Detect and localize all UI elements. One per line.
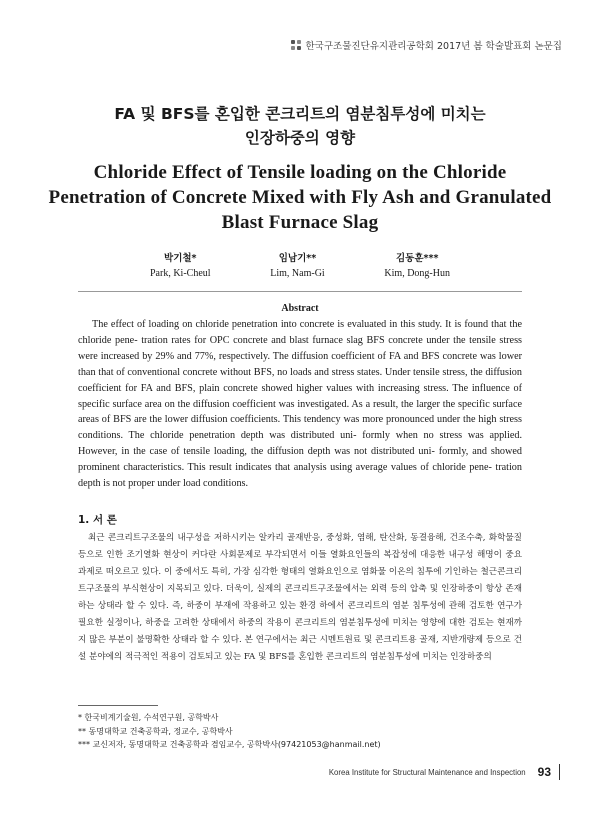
footnote-divider	[78, 705, 158, 706]
section-heading: 1. 서 론	[78, 514, 117, 526]
korean-title-line: FA 및 BFS를 혼입한 콘크리트의 염분침투성에 미치는	[114, 105, 486, 123]
korean-title-line: 인장하중의 영향	[244, 129, 356, 147]
page-number: 93	[537, 765, 551, 779]
english-title-line: Chloride Effect of Tensile loading on the Chloride	[93, 162, 507, 183]
footnote: * 한국비계기술원, 수석연구원, 공학박사	[78, 713, 219, 722]
author-korean-name: 박기철*	[164, 253, 197, 264]
author-list	[150, 250, 450, 279]
footnotes	[78, 711, 522, 752]
author-korean-name: 임남기**	[278, 253, 317, 264]
author	[384, 250, 450, 279]
footnote: ** 동명대학교 건축공학과, 정교수, 공학박사	[78, 726, 233, 736]
english-title-line: Blast Furnace Slag	[221, 212, 379, 233]
abstract-text: The effect of loading on chloride penetration into concrete is evaluated in this study. It is found that the chloride pene- tration rates for OPC concrete and blast furnace slag BFS concrete under the tensile stress were increased by 29% and 77%, respectively. The diffusion coefficient of FA and BFS concrete was lower than that of conventional concrete without BFS, no loads and stress states. Under tensile stress, the diffusion coefficient for FA and BFS, plain concrete showed higher values with increasing stress. The influence of specific surface area on the diffusion coefficient was investigated. As a result, the larger the specific surface areas of BFS are the lower diffusion coefficients. This tendency was more pronounced under the high stress conditions. The chloride penetration depth was distributed uni- formly when no stress was applied. However, in the case of tensile loading, the diffusion depth was not distributed uni- formly, and showed prominent characteristics. This result indicates that analysis using average values of chloride pene- tration depth is not proper under load conditions.	[78, 319, 522, 490]
journal-header	[291, 38, 562, 52]
journal-name: 한국구조물진단유지관리공학회 2017년 봄 학술발표회 논문집	[305, 41, 562, 52]
divider	[78, 291, 522, 292]
abstract-heading: Abstract	[281, 303, 319, 314]
institute-name: Korea Institute for Structural Maintenance and Inspection	[328, 767, 526, 777]
author-english-name: Lim, Nam-Gi	[270, 268, 325, 279]
english-title-line: Penetration of Concrete Mixed with Fly Ash and Granulated	[48, 187, 552, 208]
author	[150, 250, 211, 279]
english-title	[0, 160, 600, 235]
footer-bar	[559, 764, 560, 780]
footnote: *** 교신저자, 동명대학교 건축공학과 겸임교수, 공학박사(97421053@hanmail.net)	[78, 740, 381, 749]
author	[270, 250, 324, 279]
page-footer	[329, 764, 560, 780]
journal-logo-icon	[291, 40, 302, 51]
author-english-name: Park, Ki-Cheul	[150, 268, 211, 279]
introduction-text: 최근 콘크리트구조물의 내구성을 저하시키는 알카리 골재반응, 중성화, 염해, 탄산화, 동결융해, 건조수축, 화학물질 등으로 인한 조기열화 현상이 커다란 사회문제로 부각되면서 이들 열화요인들의 복잡성에 대응한 내구성 해명이 중요 과제로 떠오르고 있다. 이 중에서도 특히, 가장 심각한 형태의 열화요인으로 염화물 이온의 침투에 기인하는 철근콘크리트구조물의 부식현상이 지목되고 있다. 더욱이, 실제의 콘크리트구조물에서는 외력 등의 압축 및 인장하중이 항상 존재하는 상태라 할 수 있다. 즉, 하중이 부재에 작용하고 있는 환경 하에서 콘크리트의 염분 침투성에 관해 검토한 연구가 필요한 실정이나, 하중을 고려한 상태에서 하중의 작용이 콘크리트의 염분침투성에 미치는 영향에 대한 검토는 현재까지 많은 부분이 불명확한 상태라 할 수 있다. 본 연구에서는 최근 시멘트원료 및 콘크리트용 골재, 지반개량제 등으로 건설 분야에의 적극적인 적용이 검토되고 있는 FA 및 BFS를 혼입한 콘크리트의 염분침투성에 미치는 인장하중의	[78, 533, 522, 662]
korean-title	[0, 102, 600, 150]
author-korean-name: 김동훈***	[395, 253, 439, 264]
author-english-name: Kim, Dong-Hun	[384, 268, 450, 279]
